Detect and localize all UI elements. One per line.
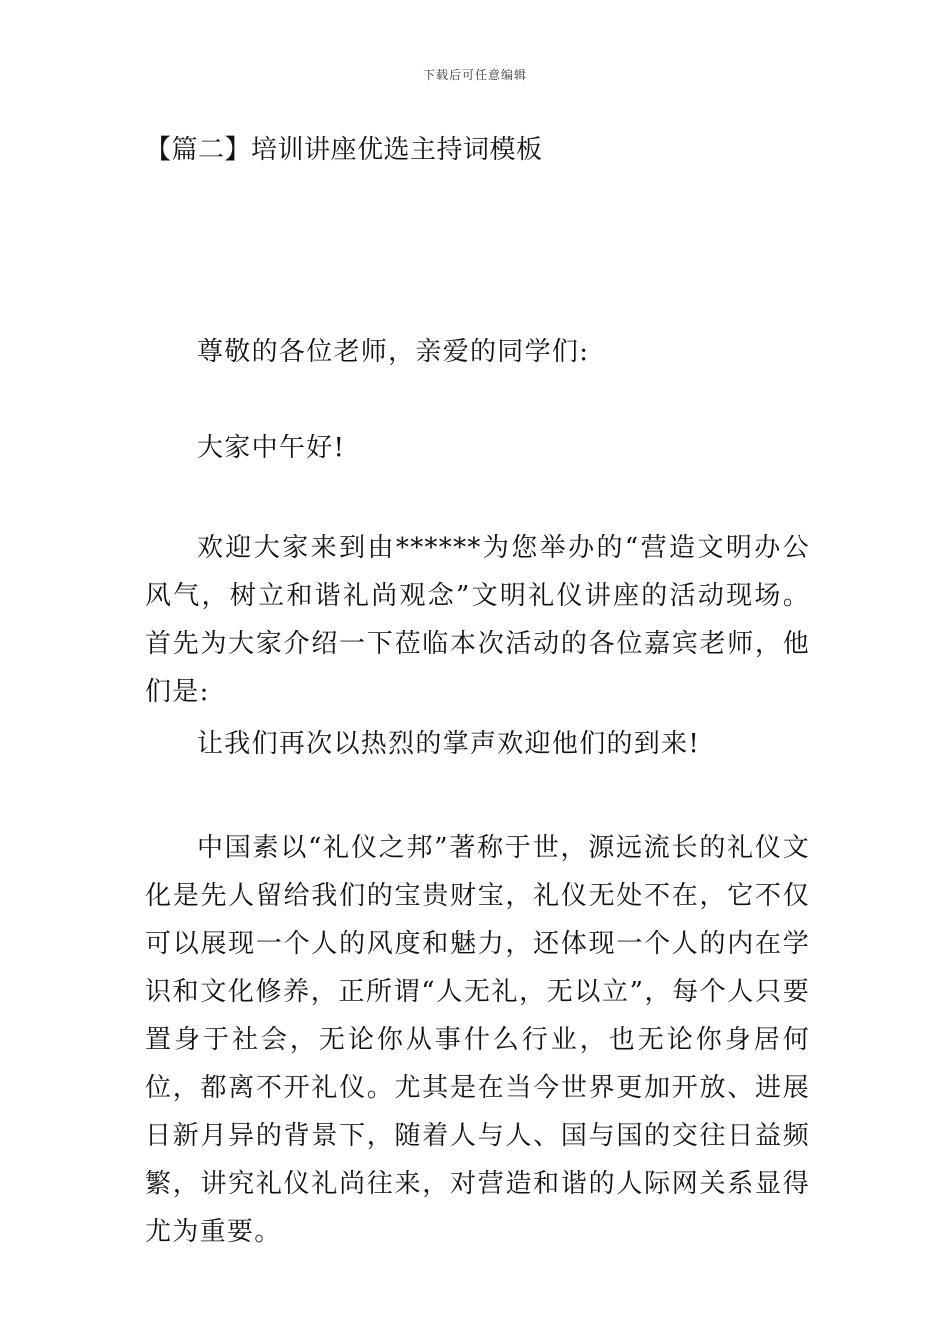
document-title: 【篇二】培训讲座优选主持词模板 [145,135,543,165]
header-note: 下载后可任意编辑 [422,68,527,82]
paragraph-applause: 让我们再次以热烈的掌声欢迎他们的到来! [197,729,701,759]
paragraph-etiquette: 中国素以“礼仪之邦”著称于世，源远流长的礼仪文化是先人留给我们的宝贵财宝，礼仪无处不在，它不仅可以展现一个人的风度和魅力，还体现一个人的内在学识和文化修养，正所谓“人无礼，无以立”，每个人只要置身于社会，无论你从事什么行业，也无论你身居何位，都离不开礼仪。尤其是在当今世界更加开放、进展日新月异的背景下，随着人与人、国与国的交往日益频繁，讲究礼仪礼尚往来，对营造和谐的人际网关系显得尤为重要。 [145,833,810,1247]
paragraph-greeting: 尊敬的各位老师，亲爱的同学们: [197,337,590,367]
paragraph-noon-greeting: 大家中午好! [197,433,346,463]
paragraph-welcome: 欢迎大家来到由******为您举办的“营造文明办公风气，树立和谐礼尚观念”文明礼仪讲座的活动现场。首先为大家介绍一下莅临本次活动的各位嘉宾老师，他们是: [145,533,810,707]
